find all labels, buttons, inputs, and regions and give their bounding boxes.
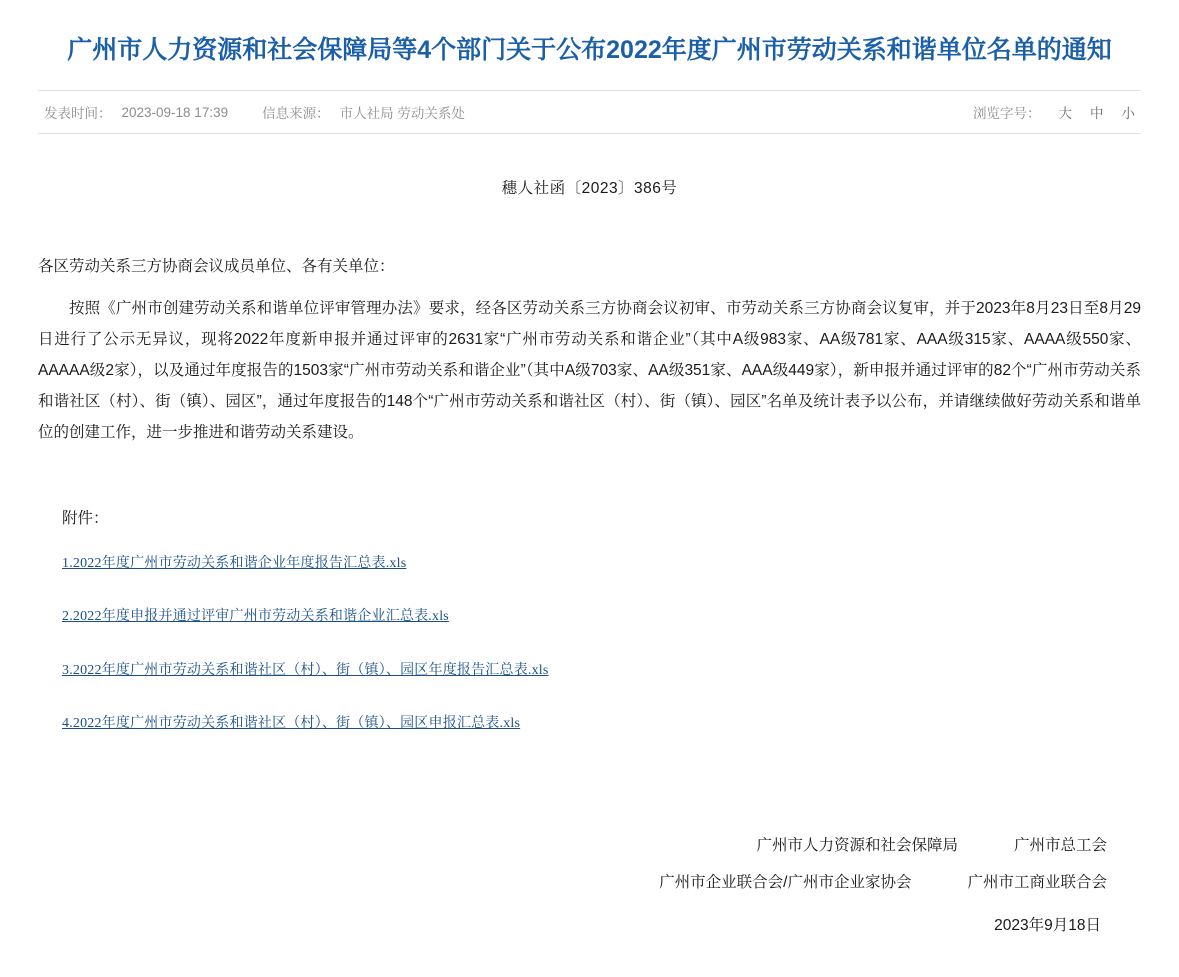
attachment-link-1[interactable]: 1.2022年度广州市劳动关系和谐企业年度报告汇总表.xls: [62, 555, 407, 571]
attachments-section: [38, 504, 1141, 737]
source-group: [262, 102, 465, 122]
document-number: 穗人社函〔2023〕386号: [501, 180, 678, 198]
source-value: 市人社局 劳动关系处: [339, 106, 465, 122]
signature-row-2: [38, 864, 1107, 901]
meta-bar: [38, 90, 1141, 134]
page-title: 广州市人力资源和社会保障局等4个部门关于公布2022年度广州市劳动关系和谐单位名单的通知: [67, 35, 1112, 64]
source-label: 信息来源：: [262, 106, 330, 122]
attachments-label: 附件：: [62, 509, 109, 527]
signature-block: [38, 827, 1141, 945]
document-page: [0, 17, 1179, 977]
font-size-large-button[interactable]: 大: [1058, 106, 1072, 122]
font-size-medium-button[interactable]: 中: [1090, 106, 1104, 122]
font-size-label: 浏览字号：: [973, 106, 1041, 122]
signature-row-1: [38, 827, 1107, 864]
font-size-control: [973, 102, 1135, 122]
publish-time-label: 发表时间：: [44, 106, 112, 122]
bottom-spacer: [38, 945, 1141, 967]
document-body: [0, 174, 1179, 966]
attachment-link-2[interactable]: 2.2022年度申报并通过评审广州市劳动关系和谐企业汇总表.xls: [62, 609, 449, 625]
signatory-industry-commerce-federation: 广州市工商业联合会: [967, 874, 1107, 892]
attachment-link-3[interactable]: 3.2022年度广州市劳动关系和谐社区（村）、街（镇）、园区年度报告汇总表.xls: [62, 662, 549, 678]
meta-left-group: [44, 102, 493, 122]
signatory-federation-of-trade-unions: 广州市总工会: [1013, 837, 1107, 855]
body-paragraph: 按照《广州市创建劳动关系和谐单位评审管理办法》要求，经各区劳动关系三方协商会议初审、市劳动关系三方协商会议复审，并于2023年8月23日至8月29日进行了公示无异议，现将2022年度新申报并通过评审的2631家“广州市劳动关系和谐企业”（其中A级983家、AA级781家、AAA级315家、AAAA级550家、AAAAA级2家），以及通过年度报告的1503家“广州市劳动关系和谐企业”（其中A级703家、AA级351家、AAA级449家），新申报并通过评审的82个“广州市劳动关系和谐社区（村）、街（镇）、园区”，通过年度报告的148个“广州市劳动关系和谐社区（村）、街（镇）、园区”名单及统计表予以公布，并请继续做好劳动关系和谐单位的创建工作，进一步推进和谐劳动关系建设。: [38, 299, 1141, 441]
attachment-link-4[interactable]: 4.2022年度广州市劳动关系和谐社区（村）、街（镇）、园区申报汇总表.xls: [62, 715, 521, 731]
font-size-small-button[interactable]: 小: [1121, 106, 1135, 122]
publish-time-group: [44, 102, 228, 122]
signature-date: 2023年9月18日: [994, 917, 1101, 935]
salutation: 各区劳动关系三方协商会议成员单位、各有关单位：: [38, 258, 395, 276]
signatory-hrss-bureau: 广州市人力资源和社会保障局: [756, 837, 958, 855]
signatory-enterprise-confederation: 广州市企业联合会/广州市企业家协会: [659, 874, 912, 892]
publish-time-value: 2023-09-18 17:39: [121, 104, 229, 120]
